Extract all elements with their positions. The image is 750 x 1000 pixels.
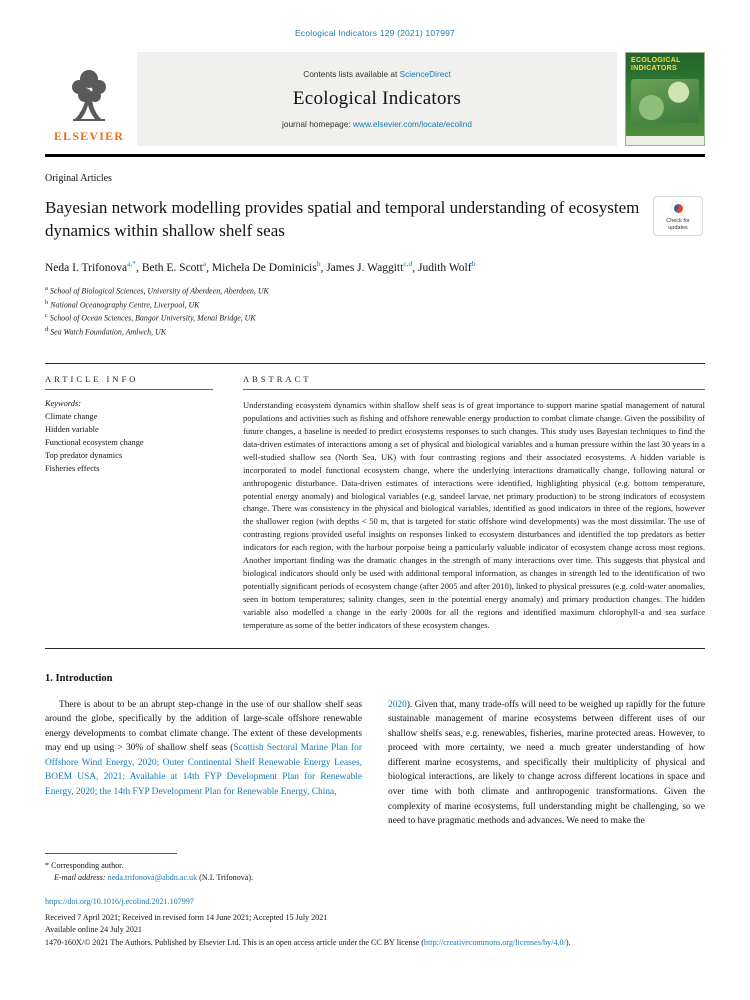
doi-link[interactable]: https://doi.org/10.1016/j.ecolind.2021.107997 — [45, 897, 194, 907]
article-info-heading: ARTICLE INFO — [45, 374, 213, 390]
email-suffix: (N.I. Trifonova). — [197, 872, 254, 882]
keyword: Fisheries effects — [45, 464, 100, 474]
badge-text-line1: Check for — [666, 218, 690, 224]
intro-right-column — [388, 698, 705, 829]
corresponding-author-note: * Corresponding author. — [45, 860, 124, 870]
section-heading-introduction: 1. Introduction — [45, 672, 113, 684]
contents-prefix: Contents lists available at — [303, 69, 400, 79]
crossmark-icon — [671, 201, 686, 216]
keyword: Top predator dynamics — [45, 451, 123, 461]
author-affiliation-marker[interactable]: b — [316, 258, 321, 268]
author-affiliation-marker[interactable]: b — [471, 258, 476, 268]
author-affiliation-marker[interactable]: a — [202, 258, 207, 268]
cover-title-line1: ECOLOGICAL — [631, 57, 681, 64]
footnote-rule — [45, 853, 177, 854]
available-online: Available online 24 July 2021 — [45, 925, 142, 935]
cover-footer-strip — [626, 136, 704, 145]
author: Neda I. Trifonova$^{a,*}$ — [45, 258, 137, 274]
journal-banner — [137, 52, 617, 146]
journal-header — [45, 52, 705, 146]
license-link[interactable]: http://creativecommons.org/licenses/by/4.0/ — [423, 937, 566, 947]
cover-title-line2: INDICATORS — [631, 65, 677, 73]
author-separator: , — [206, 261, 212, 274]
elsevier-wordmark: ELSEVIER — [53, 129, 125, 143]
intro-left-column — [45, 698, 362, 829]
article-type: Original Articles — [45, 173, 112, 184]
journal-title: Ecological Indicators — [292, 88, 462, 109]
abstract-text: Understanding ecosystem dynamics within shallow shelf seas is of great importance to support marine spatial management of natural populations and activities such as fishing and offshore renewable energy production to combat climate change. Given the possibility of future changes, a baseline is needed to predict ecosystems responses to such changes. This study uses Bayesian techniques to find the data-driven estimates of interactions among a set of physical and biological variables and a human pressure within the last 30 years in a well-studied shallow sea (North Sea, UK) with four contrasting regions and their associated ecosystems. A hidden variable is incorporated to model functional ecosystem change, where the underlying interactions dramatically change, following natural or anthropogenic disturbance. Data-driven estimates of interactions were identified, highlighting physical (e.g. bottom temperature, potential energy anomaly) and biological variables (e.g. sandeel larvae, net primary production) to be strong indicators of ecosystem change. There was consistency in the physical and biological variables, identified as good indicators in three of the regions, however the shallower region (with depths < 50 m, that is targeted for static offshore wind developments) was the most dissimilar. The use of contrasting regions provided useful insights on responses linked to ecosystem disturbances and identified the top predators as better indicators for each region, with the harbour porpoise being a particularly valuable indicator of ecosystem change across most regions. Another important finding was the dramatic changes in the strength of many interactions over time. This suggests that physical and biological indicators should only be used with additional temporal information, as changes in strength led to the identification of two potentially significant periods of ecosystem change (after 2005 and after 2010), linked to physical pressures (e.g. cold-water anomalies, seen in bottom temperatures; salinity changes, seen in the potential energy anomaly) and primary production changes. The hidden variable also modelled a change in the early 2000s for all the regions and identified maximum chlorophyll-a and sea surface temperature as some of the better indicators of these ecosystem changes. — [243, 400, 705, 630]
author-separator: , — [136, 261, 142, 274]
email-line — [45, 872, 705, 884]
copyright-close: ). — [565, 937, 571, 947]
intro-text: There is about to be an abrupt step-change in the use of our shallow shelf seas around the globe, specifically by the addition of large-scale offshore renewable energy developments to combat climate change. The extent of these developments may end up using > 30% of shallow shelf seas ( — [45, 699, 362, 754]
author: Beth E. Scott$^a$ — [141, 258, 207, 274]
author-affiliation-marker[interactable]: c,d — [403, 258, 413, 268]
header-rule — [45, 154, 705, 157]
abstract-heading: ABSTRACT — [243, 374, 705, 390]
author-separator: , — [412, 261, 419, 274]
info-abstract-bottom-rule — [45, 648, 705, 649]
author-affiliation-marker[interactable]: a,* — [127, 258, 137, 268]
abstract-column — [243, 374, 705, 631]
affiliation: $^b$ National Oceanography Centre, Liverpool, UK — [45, 298, 200, 310]
homepage-line — [282, 119, 472, 129]
keyword: Hidden variable — [45, 425, 99, 435]
contents-line — [303, 69, 451, 79]
copyright-text: 1470-160X/© 2021 The Authors. Published by Elsevier Ltd. This is an open access article under the CC BY license ( — [45, 937, 424, 947]
author: Michela De Dominicis$^b$ — [211, 258, 321, 274]
copyright-line — [45, 937, 705, 950]
citation-link[interactable]: Scottish Sectoral Marine Plan for Offshore Wind Energy, 2020; Outer Continental Shelf Renewable Energy Leases, BOEM USA, 2021; Available at 14th FYP Development Plan for Renewable Energy, 2020; the 14th FYP Development Plan for Renewable Energy, China, — [45, 743, 362, 798]
author-list — [45, 259, 705, 274]
check-for-updates-badge[interactable] — [653, 196, 703, 236]
cover-photo — [631, 79, 699, 123]
sciencedirect-link[interactable]: ScienceDirect — [399, 69, 451, 79]
introduction-body — [45, 698, 705, 829]
author: James J. Waggitt$^{c,d}$ — [326, 258, 413, 274]
affiliation: $^c$ School of Ocean Sciences, Bangor University, Menai Bridge, UK — [45, 312, 256, 324]
affiliation-list — [45, 284, 705, 340]
homepage-label: journal homepage: — [281, 119, 354, 129]
affiliation: $^d$ Sea Watch Foundation, Amlwch, UK — [45, 326, 166, 337]
info-abstract-section — [45, 364, 705, 647]
elsevier-tree-icon — [67, 65, 111, 127]
article-title: Bayesian network modelling provides spatial and temporal understanding of ecosystem dynamics within shallow shelf seas — [45, 198, 640, 241]
keyword: Climate change — [45, 412, 98, 422]
email-link[interactable]: neda.trifonova@abdn.ac.uk — [107, 872, 198, 882]
author-separator: , — [320, 261, 327, 274]
citation-link[interactable]: 2020 — [388, 699, 407, 710]
keyword: Functional ecosystem change — [45, 438, 144, 448]
keywords-label: Keywords: — [45, 399, 81, 409]
imprint-block — [45, 896, 705, 949]
journal-cover-thumbnail — [625, 52, 705, 146]
author: Judith Wolf$^b$ — [418, 258, 476, 274]
received-dates: Received 7 April 2021; Received in revised form 14 June 2021; Accepted 15 July 2021 — [45, 912, 328, 922]
intro-text: ). Given that, many trade-offs will need to be weighed up rapidly for the future sustainable management of marine ecosystems between different uses of our shallow shelfs seas, e.g. renewables, fisheries, marine protected areas. However, to proceed with more certainty, we need a much greater understanding of how different marine ecosystems, and specifically their multiplicity of physical and biological interactions, are likely to change across different locations in space and over time with both climate and anthropogenic transformations. Given the complexity of marine ecosystems, full understanding might be challenging, so we need to have pragmatic methods and advances. We need to make the — [388, 699, 705, 827]
badge-text-line2: updates — [668, 225, 688, 232]
article-info-column — [45, 374, 213, 631]
running-head: Ecological Indicators 129 (2021) 107997 — [295, 28, 455, 38]
footnote-block — [45, 853, 705, 884]
homepage-link[interactable]: www.elsevier.com/locate/ecolind — [353, 119, 473, 129]
email-label: E-mail address: — [54, 872, 106, 882]
affiliation: $^a$ School of Biological Sciences, University of Aberdeen, Aberdeen, UK — [45, 284, 269, 296]
elsevier-logo — [45, 52, 137, 146]
